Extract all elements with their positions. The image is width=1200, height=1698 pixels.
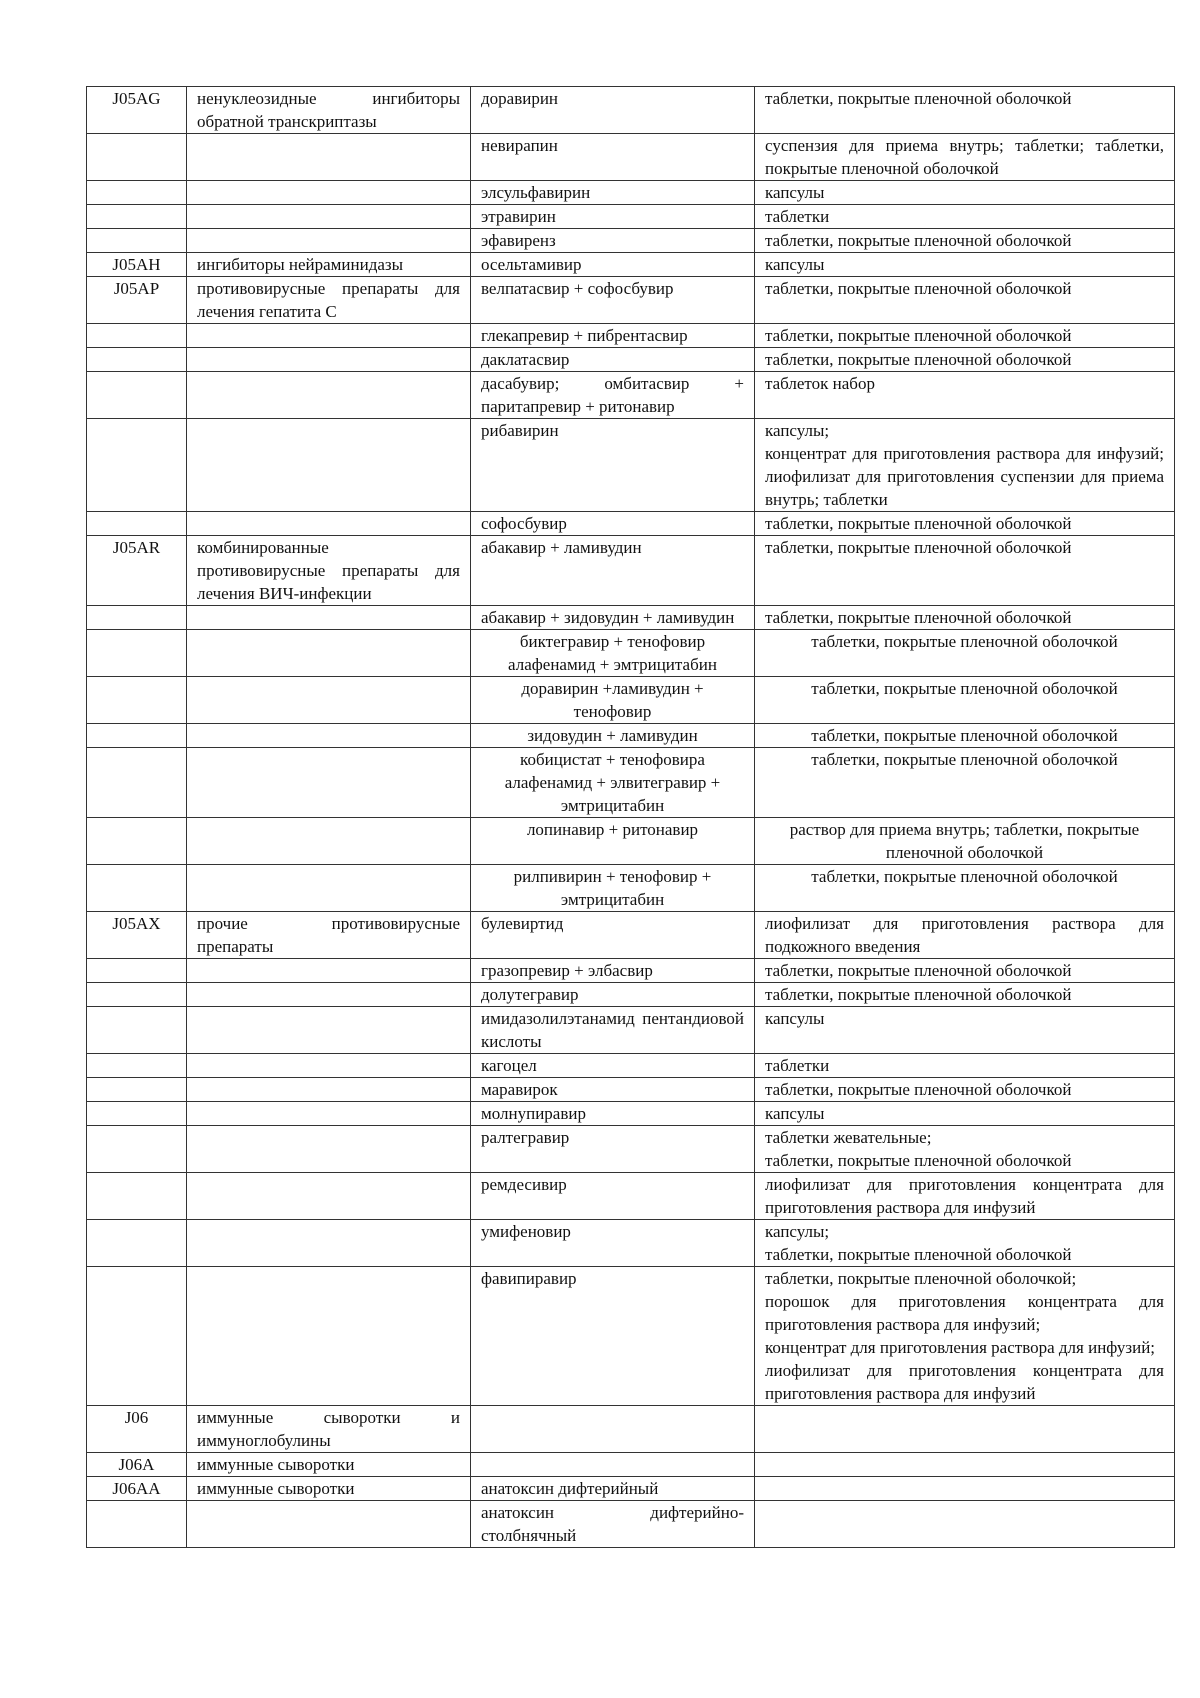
atc-code-cell xyxy=(87,1267,187,1406)
dosage-form-cell xyxy=(755,1406,1175,1453)
atc-code-cell xyxy=(87,1007,187,1054)
atc-code-cell xyxy=(87,865,187,912)
group-name-cell xyxy=(187,959,471,983)
group-name-cell xyxy=(187,677,471,724)
table-row xyxy=(87,324,1175,348)
dosage-form-line: таблетки, покрытые пленочной оболочкой xyxy=(765,1151,1072,1170)
group-name-cell xyxy=(187,1267,471,1406)
group-name-cell xyxy=(187,818,471,865)
table-row xyxy=(87,748,1175,818)
drug-name-cell: невирапин xyxy=(471,134,755,181)
drug-name-cell: ралтегравир xyxy=(471,1126,755,1173)
dosage-form-cell: таблетки, покрытые пленочной оболочкой xyxy=(755,536,1175,606)
group-name-line: комбинированные xyxy=(197,538,329,557)
table-row xyxy=(87,724,1175,748)
atc-code-cell: J05AH xyxy=(87,253,187,277)
drug-name-cell: осельтамивир xyxy=(471,253,755,277)
group-name-cell: иммунные сыворотки xyxy=(187,1477,471,1501)
table-row xyxy=(87,1173,1175,1220)
table-row xyxy=(87,372,1175,419)
atc-code-cell: J05AX xyxy=(87,912,187,959)
atc-code-cell xyxy=(87,959,187,983)
table-row xyxy=(87,419,1175,512)
group-name-cell xyxy=(187,1078,471,1102)
group-name-cell: противовирусные препараты для лечения гепатита С xyxy=(187,277,471,324)
drug-name-cell xyxy=(471,1453,755,1477)
drug-name-cell: абакавир + ламивудин xyxy=(471,536,755,606)
group-name-cell xyxy=(187,1054,471,1078)
table-row xyxy=(87,983,1175,1007)
atc-code-cell xyxy=(87,748,187,818)
atc-code-cell: J05AR xyxy=(87,536,187,606)
atc-code-cell: J05AP xyxy=(87,277,187,324)
group-name-cell xyxy=(187,324,471,348)
table-row xyxy=(87,1453,1175,1477)
table-row xyxy=(87,630,1175,677)
dosage-form-cell: раствор для приема внутрь; таблетки, покрытые пленочной оболочкой xyxy=(755,818,1175,865)
table-row xyxy=(87,1406,1175,1453)
table-row xyxy=(87,205,1175,229)
group-name-cell xyxy=(187,419,471,512)
atc-code-cell xyxy=(87,606,187,630)
table-row xyxy=(87,1501,1175,1548)
atc-code-cell xyxy=(87,229,187,253)
dosage-form-line: концентрат для приготовления раствора для инфузий; лиофилизат для приготовления суспензии для приема внутрь; таблетки xyxy=(765,444,1164,509)
dosage-form-cell: таблетки, покрытые пленочной оболочкой xyxy=(755,606,1175,630)
group-name-cell xyxy=(187,1501,471,1548)
drug-name-cell: анатоксин дифтерийно-столбнячный xyxy=(471,1501,755,1548)
group-name-cell xyxy=(187,983,471,1007)
dosage-form-cell xyxy=(755,1501,1175,1548)
group-name-cell xyxy=(187,606,471,630)
dosage-form-cell xyxy=(755,1126,1175,1173)
table-row xyxy=(87,87,1175,134)
drug-name-cell: маравирок xyxy=(471,1078,755,1102)
group-name-cell: прочие противовирусные препараты xyxy=(187,912,471,959)
table-row xyxy=(87,677,1175,724)
group-name-cell xyxy=(187,1220,471,1267)
atc-code-cell xyxy=(87,205,187,229)
atc-code-cell xyxy=(87,419,187,512)
table-row xyxy=(87,512,1175,536)
group-name-cell xyxy=(187,1126,471,1173)
atc-code-cell xyxy=(87,818,187,865)
group-name-cell xyxy=(187,748,471,818)
table-row xyxy=(87,1220,1175,1267)
dosage-form-cell: таблетки, покрытые пленочной оболочкой xyxy=(755,324,1175,348)
atc-code-cell xyxy=(87,677,187,724)
dosage-form-line: порошок для приготовления концентрата для приготовления раствора для инфузий; xyxy=(765,1292,1164,1334)
drug-name-cell: абакавир + зидовудин + ламивудин xyxy=(471,606,755,630)
atc-code-cell xyxy=(87,181,187,205)
dosage-form-cell: капсулы xyxy=(755,1007,1175,1054)
atc-code-cell: J06AA xyxy=(87,1477,187,1501)
drug-name-cell: доравирин xyxy=(471,87,755,134)
dosage-form-line: концентрат для приготовления раствора для инфузий; xyxy=(765,1338,1156,1357)
table-row xyxy=(87,1477,1175,1501)
atc-code-cell xyxy=(87,1501,187,1548)
table-row xyxy=(87,1267,1175,1406)
drug-name-cell: гразопревир + элбасвир xyxy=(471,959,755,983)
drug-name-cell: рибавирин xyxy=(471,419,755,512)
drug-name-cell: молнупиравир xyxy=(471,1102,755,1126)
drug-name-cell xyxy=(471,1406,755,1453)
table-body xyxy=(87,87,1175,1548)
drug-name-cell: этравирин xyxy=(471,205,755,229)
atc-code-cell xyxy=(87,324,187,348)
dosage-form-cell: таблетки, покрытые пленочной оболочкой xyxy=(755,748,1175,818)
group-name-cell xyxy=(187,134,471,181)
atc-code-cell xyxy=(87,1126,187,1173)
table-row xyxy=(87,348,1175,372)
dosage-form-cell: таблетки, покрытые пленочной оболочкой xyxy=(755,348,1175,372)
dosage-form-line: лиофилизат для приготовления концентрата для приготовления раствора для инфузий xyxy=(765,1361,1164,1403)
drug-name-cell: фавипиравир xyxy=(471,1267,755,1406)
drug-name-cell: умифеновир xyxy=(471,1220,755,1267)
dosage-form-cell: таблетки, покрытые пленочной оболочкой xyxy=(755,865,1175,912)
atc-code-cell xyxy=(87,1173,187,1220)
dosage-form-cell: капсулы xyxy=(755,181,1175,205)
dosage-form-cell: таблетки xyxy=(755,205,1175,229)
atc-code-cell: J05AG xyxy=(87,87,187,134)
dosage-form-cell: лиофилизат для приготовления концентрата для приготовления раствора для инфузий xyxy=(755,1173,1175,1220)
table-row xyxy=(87,253,1175,277)
dosage-form-cell: таблетки, покрытые пленочной оболочкой xyxy=(755,277,1175,324)
dosage-form-cell xyxy=(755,1267,1175,1406)
drug-name-cell: булевиртид xyxy=(471,912,755,959)
atc-code-cell xyxy=(87,1078,187,1102)
atc-code-cell xyxy=(87,1054,187,1078)
table-row xyxy=(87,959,1175,983)
atc-code-cell xyxy=(87,348,187,372)
drug-name-cell: дасабувир; омбитасвир + паритапревир + ритонавир xyxy=(471,372,755,419)
group-name-cell xyxy=(187,724,471,748)
group-name-line: противовирусные препараты для лечения ВИЧ-инфекции xyxy=(197,561,460,603)
drug-name-cell: рилпивирин + тенофовир + эмтрицитабин xyxy=(471,865,755,912)
atc-code-cell xyxy=(87,630,187,677)
table-row xyxy=(87,277,1175,324)
dosage-form-cell: таблетки, покрытые пленочной оболочкой xyxy=(755,959,1175,983)
dosage-form-line: таблетки, покрытые пленочной оболочкой; xyxy=(765,1269,1077,1288)
drug-name-cell: доравирин +ламивудин + тенофовир xyxy=(471,677,755,724)
dosage-form-cell: таблетки, покрытые пленочной оболочкой xyxy=(755,512,1175,536)
drug-name-cell: зидовудин + ламивудин xyxy=(471,724,755,748)
drug-name-cell: лопинавир + ритонавир xyxy=(471,818,755,865)
atc-code-cell xyxy=(87,724,187,748)
atc-code-cell: J06 xyxy=(87,1406,187,1453)
drug-name-cell: эфавиренз xyxy=(471,229,755,253)
table-row xyxy=(87,865,1175,912)
group-name-cell: ненуклеозидные ингибиторы обратной транскриптазы xyxy=(187,87,471,134)
group-name-cell xyxy=(187,536,471,606)
dosage-form-cell: таблетки, покрытые пленочной оболочкой xyxy=(755,724,1175,748)
dosage-form-line: капсулы; xyxy=(765,421,830,440)
atc-code-cell xyxy=(87,512,187,536)
table-row xyxy=(87,606,1175,630)
dosage-form-line: таблетки, покрытые пленочной оболочкой xyxy=(765,1245,1072,1264)
table-row xyxy=(87,818,1175,865)
atc-code-cell xyxy=(87,1102,187,1126)
drug-name-cell: элсульфавирин xyxy=(471,181,755,205)
group-name-cell: иммунные сыворотки и иммуноглобулины xyxy=(187,1406,471,1453)
drug-name-cell: имидазолилэтанамид пентандиовой кислоты xyxy=(471,1007,755,1054)
drug-name-cell: глекапревир + пибрентасвир xyxy=(471,324,755,348)
table-row xyxy=(87,1054,1175,1078)
atc-code-cell xyxy=(87,983,187,1007)
table-row xyxy=(87,1007,1175,1054)
dosage-form-cell: капсулы xyxy=(755,253,1175,277)
table-row xyxy=(87,1078,1175,1102)
table-row xyxy=(87,229,1175,253)
dosage-form-cell: таблетки, покрытые пленочной оболочкой xyxy=(755,677,1175,724)
group-name-cell xyxy=(187,1007,471,1054)
dosage-form-cell: таблетки xyxy=(755,1054,1175,1078)
dosage-form-cell xyxy=(755,1477,1175,1501)
group-name-cell xyxy=(187,630,471,677)
group-name-cell xyxy=(187,512,471,536)
atc-code-cell xyxy=(87,372,187,419)
drug-name-cell: кобицистат + тенофовира алафенамид + элвитегравир + эмтрицитабин xyxy=(471,748,755,818)
drug-name-cell: софосбувир xyxy=(471,512,755,536)
dosage-form-cell: таблетки, покрытые пленочной оболочкой xyxy=(755,630,1175,677)
group-name-cell xyxy=(187,1173,471,1220)
group-name-cell xyxy=(187,181,471,205)
drug-list-table xyxy=(86,86,1175,1548)
group-name-cell xyxy=(187,865,471,912)
table-row xyxy=(87,181,1175,205)
drug-name-cell: биктегравир + тенофовир алафенамид + эмтрицитабин xyxy=(471,630,755,677)
drug-name-cell: долутегравир xyxy=(471,983,755,1007)
dosage-form-cell: таблетки, покрытые пленочной оболочкой xyxy=(755,229,1175,253)
table-row xyxy=(87,1102,1175,1126)
table-row xyxy=(87,912,1175,959)
document-page xyxy=(86,86,1174,1548)
dosage-form-cell: суспензия для приема внутрь; таблетки; таблетки, покрытые пленочной оболочкой xyxy=(755,134,1175,181)
drug-name-cell: анатоксин дифтерийный xyxy=(471,1477,755,1501)
table-row xyxy=(87,536,1175,606)
atc-code-cell xyxy=(87,1220,187,1267)
dosage-form-cell xyxy=(755,419,1175,512)
dosage-form-line: капсулы; xyxy=(765,1222,830,1241)
table-row xyxy=(87,1126,1175,1173)
drug-name-cell: кагоцел xyxy=(471,1054,755,1078)
group-name-cell: иммунные сыворотки xyxy=(187,1453,471,1477)
dosage-form-cell: таблетки, покрытые пленочной оболочкой xyxy=(755,983,1175,1007)
table-row xyxy=(87,134,1175,181)
drug-name-cell: велпатасвир + софосбувир xyxy=(471,277,755,324)
group-name-cell xyxy=(187,372,471,419)
dosage-form-cell: капсулы xyxy=(755,1102,1175,1126)
atc-code-cell xyxy=(87,134,187,181)
group-name-cell xyxy=(187,348,471,372)
dosage-form-cell: таблетки, покрытые пленочной оболочкой xyxy=(755,87,1175,134)
dosage-form-cell: таблеток набор xyxy=(755,372,1175,419)
dosage-form-cell xyxy=(755,1220,1175,1267)
dosage-form-line: таблетки жевательные; xyxy=(765,1128,932,1147)
group-name-cell xyxy=(187,1102,471,1126)
drug-name-cell: даклатасвир xyxy=(471,348,755,372)
group-name-cell xyxy=(187,229,471,253)
dosage-form-cell: лиофилизат для приготовления раствора для подкожного введения xyxy=(755,912,1175,959)
drug-name-cell: ремдесивир xyxy=(471,1173,755,1220)
dosage-form-cell xyxy=(755,1453,1175,1477)
group-name-cell xyxy=(187,205,471,229)
dosage-form-cell: таблетки, покрытые пленочной оболочкой xyxy=(755,1078,1175,1102)
group-name-cell: ингибиторы нейраминидазы xyxy=(187,253,471,277)
atc-code-cell: J06A xyxy=(87,1453,187,1477)
